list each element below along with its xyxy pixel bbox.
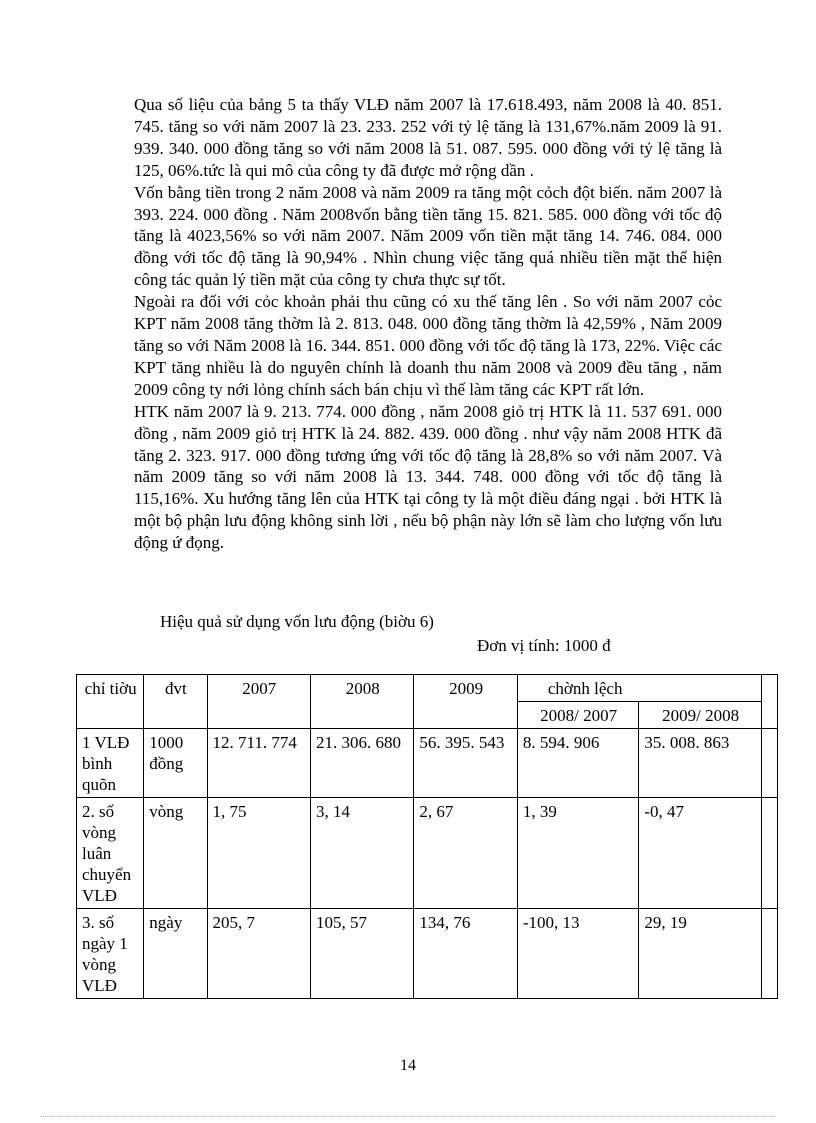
table-row (77, 729, 778, 798)
header-2007: 2007 (207, 675, 310, 729)
cell-spacer (761, 909, 777, 999)
paragraph-vld: Qua số liệu của bảng 5 ta thấy VLĐ năm 2007 là 17.618.493, năm 2008 là 40. 851. 745. tăng so với năm 2007 là 23. 233. 252 với tỷ lệ tăng là 131,67%.năm 2009 là 91. 939. 340. 000 đồng tăng so với năm 2008 là 51. 087. 595. 000 đồng với tỷ lệ tăng là 125, 06%.tức là qui mô của công ty đã được mở rộng dần . (134, 95, 722, 180)
table-row (77, 798, 778, 909)
cell-indicator: 2. số vòng luân chuyển VLĐ (77, 798, 144, 909)
cell-2008: 3, 14 (310, 798, 413, 909)
cell-diff-2008-2007: 8. 594. 906 (517, 729, 639, 798)
header-spacer-cell (761, 675, 777, 729)
header-difference: chờnh lệch (517, 675, 761, 702)
cell-2008: 105, 57 (310, 909, 413, 999)
header-unit: đvt (144, 675, 207, 729)
cell-diff-2009-2008: -0, 47 (639, 798, 762, 909)
header-diff-2008-2007: 2008/ 2007 (517, 702, 639, 729)
cell-indicator: 3. số ngày 1 vòng VLĐ (77, 909, 144, 999)
footer-divider (40, 1116, 776, 1117)
paragraph-inventory: HTK năm 2007 là 9. 213. 774. 000 đồng , năm 2008 giỏ trị HTK là 11. 537 691. 000 đồng , năm 2009 giỏ trị HTK là 24. 882. 439. 000 đồng . như vậy năm 2008 HTK đã tăng 2. 323. 917. 000 đồng tương ứng với tốc độ tăng là 28,8% so với năm 2007. Và năm 2009 tăng so với năm 2008 là 13. 344. 748. 000 đồng với tốc độ tăng là 115,16%. Xu hướng tăng lên của HTK tại công ty là một điều đáng ngại . bởi HTK là một bộ phận lưu động không sinh lời , nếu bộ phận này lớn sẽ làm cho lượng vốn lưu động ứ đọng. (134, 401, 722, 553)
table-caption: Hiệu quả sử dụng vốn lưu động (biờu 6) (160, 612, 434, 631)
cell-2007: 12. 711. 774 (207, 729, 310, 798)
cell-2008: 21. 306. 680 (310, 729, 413, 798)
cell-2009: 56. 395. 543 (414, 729, 517, 798)
cell-indicator: 1 VLĐ bình quõn (77, 729, 144, 798)
paragraph-receivables: Ngoài ra đối với cỏc khoản phải thu cũng có xu thế tăng lên . So với năm 2007 cỏc KPT năm 2008 tăng thờm là 2. 813. 048. 000 đồng tăng thờm là 42,59% , Năm 2009 tăng so với Năm 2008 là 16. 344. 851. 000 đồng với tốc độ tăng là 173, 22%. Việc các KPT tăng nhiều là do nguyên chính là doanh thu năm 2008 và 2009 đều tăng , năm 2009 công ty nới lỏng chính sách bán chịu vì thế làm tăng các KPT rất lớn. (134, 292, 722, 399)
cell-diff-2008-2007: 1, 39 (517, 798, 639, 909)
cell-unit: 1000 đồng (144, 729, 207, 798)
unit-note: Đơn vị tính: 1000 đ (477, 636, 611, 655)
cell-diff-2009-2008: 29, 19 (639, 909, 762, 999)
header-indicator: chỉ tiờu (77, 675, 144, 729)
cell-2009: 134, 76 (414, 909, 517, 999)
cell-2009: 2, 67 (414, 798, 517, 909)
cell-diff-2008-2007: -100, 13 (517, 909, 639, 999)
cell-2007: 1, 75 (207, 798, 310, 909)
cell-diff-2009-2008: 35. 008. 863 (639, 729, 762, 798)
cell-2007: 205, 7 (207, 909, 310, 999)
cell-spacer (761, 798, 777, 909)
cell-spacer (761, 729, 777, 798)
page-number: 14 (400, 1057, 416, 1074)
header-2009: 2009 (414, 675, 517, 729)
body-text (134, 94, 722, 554)
table-row (77, 909, 778, 999)
header-2008: 2008 (310, 675, 413, 729)
cell-unit: ngày (144, 909, 207, 999)
working-capital-table (76, 674, 778, 999)
cell-unit: vòng (144, 798, 207, 909)
paragraph-cash: Vốn bằng tiền trong 2 năm 2008 và năm 2009 ra tăng một cỏch đột biến. năm 2007 là 393. 224. 000 đồng . Năm 2008vốn bằng tiền tăng 15. 821. 585. 000 đồng với tốc độ tăng là 4023,56% so với năm 2007. Năm 2009 vốn tiền mặt tăng 14. 746. 084. 000 đồng với tốc độ tăng là 90,94% . Nhìn chung việc tăng quá nhiều tiền mặt thể hiện công tác quản lý tiền mặt của công ty chưa thực sự tốt. (134, 182, 722, 290)
table-header-row (77, 675, 778, 702)
header-diff-2009-2008: 2009/ 2008 (639, 702, 762, 729)
